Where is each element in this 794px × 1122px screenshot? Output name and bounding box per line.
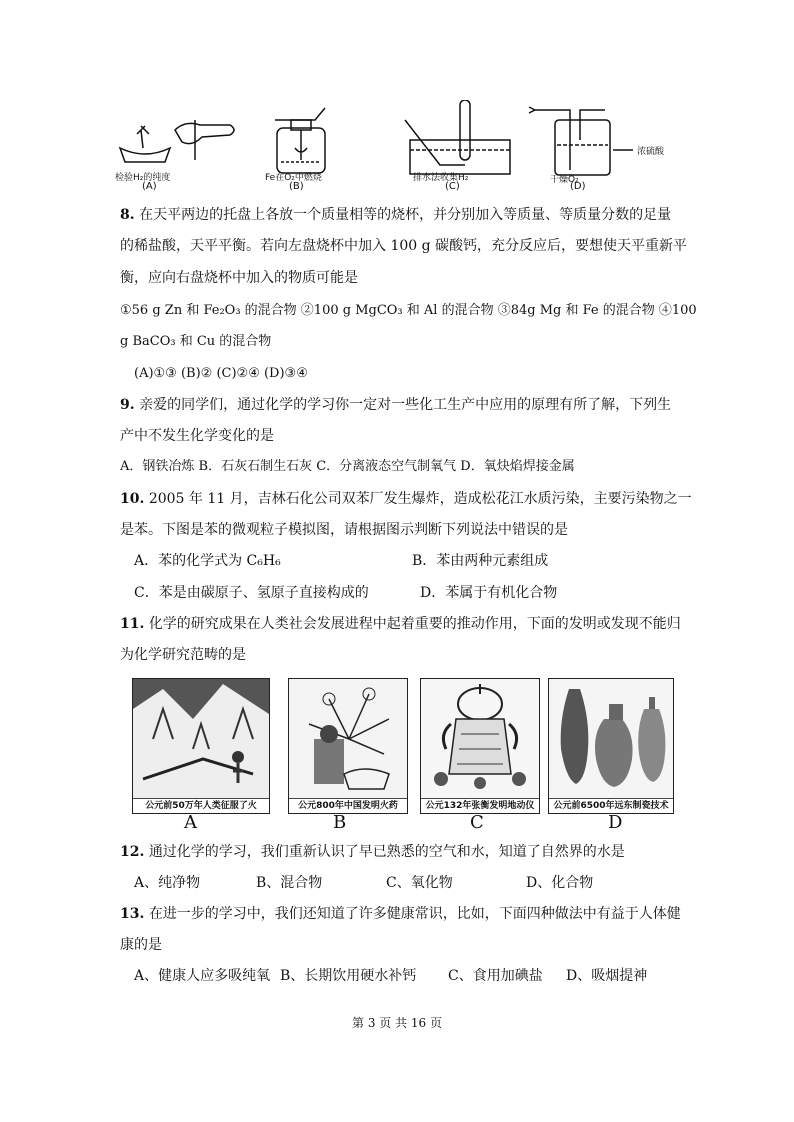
q13-option-d: D、吸烟提神	[566, 968, 648, 984]
q8-line1: 8. 在天平两边的托盘上各放一个质量相等的烧杯，并分别加入等质量、等质量分数的足量	[120, 207, 672, 223]
q8-line3: 衡，应向右盘烧杯中加入的物质可能是	[120, 270, 358, 286]
q10-option-c: C．苯是由碳原子、氢原子直接构成的	[134, 585, 369, 601]
q11-panel-c	[420, 678, 540, 814]
q12-option-c: C、氧化物	[386, 875, 453, 891]
q11-panel-c-letter: C	[470, 812, 484, 833]
q13-option-c: C、食用加碘盐	[448, 968, 543, 984]
q8-number: 8.	[120, 207, 135, 223]
q13-number: 13.	[120, 906, 145, 922]
q13-line2: 康的是	[120, 937, 162, 953]
q13-option-a: A、健康人应多吸纯氧	[134, 968, 271, 984]
apparatus-figure-row	[115, 100, 685, 195]
q11-panel-b	[288, 678, 408, 814]
q11-panel-a-caption: 公元前50万年人类征服了火	[133, 798, 269, 813]
q11-panel-a-letter: A	[184, 812, 197, 833]
q10-number: 10.	[120, 491, 145, 507]
q11-line1: 11. 化学的研究成果在人类社会发展进程中起着重要的推动作用，下面的发明或发现不能归	[120, 616, 681, 632]
q9-number: 9.	[120, 397, 135, 413]
q10-option-b: B．苯由两种元素组成	[412, 553, 549, 569]
q11-panel-a	[132, 678, 270, 814]
fire-illustration	[133, 679, 269, 799]
figure-a-letter: (A)	[142, 181, 157, 192]
figure-c-letter: (C)	[445, 181, 460, 192]
q12-option-a: A、纯净物	[134, 875, 201, 891]
q11-panel-b-letter: B	[333, 812, 347, 833]
q12-line1: 12. 通过化学的学习，我们重新认识了早已熟悉的空气和水，知道了自然界的水是	[120, 844, 625, 860]
q11-number: 11.	[120, 616, 145, 632]
figure-b-caption: Fe在O₂中燃烧	[265, 173, 322, 183]
q10-line1: 10. 2005 年 11 月，吉林石化公司双苯厂发生爆炸，造成松花江水质污染，主要污染物之一	[120, 491, 692, 507]
q9-options: A．钢铁冶炼 B．石灰石制生石灰 C．分离液态空气制氧气 D．氧炔焰焊接金属	[120, 459, 575, 474]
figure-a-caption: 检验H₂的纯度	[115, 173, 171, 183]
porcelain-illustration	[549, 679, 673, 799]
q8-line2: 的稀盐酸，天平平衡。若向左盘烧杯中加入 100 g 碳酸钙，充分反应后，要想使天平重新平	[120, 238, 688, 254]
q12-option-d: D、化合物	[526, 875, 594, 891]
q11-panel-d	[548, 678, 674, 814]
q12-option-b: B、混合物	[256, 875, 323, 891]
figure-b-drawing	[275, 108, 325, 173]
q9-line1: 9. 亲爱的同学们，通过化学的学习你一定对一些化工生产中应用的原理有所了解，下列生	[120, 397, 672, 413]
q10-line2: 是苯。下图是苯的微观粒子模拟图，请根据图示判断下列说法中错误的是	[120, 522, 568, 538]
page-footer: 第 3 页 共 16 页	[352, 1016, 442, 1030]
figure-d-letter: (D)	[570, 181, 586, 192]
q11-line2: 为化学研究范畴的是	[120, 647, 246, 663]
q10-option-a: A．苯的化学式为 C₆H₆	[134, 553, 281, 569]
apparatus-illustrations	[115, 100, 685, 195]
q8-line4: ①56 g Zn 和 Fe₂O₃ 的混合物 ②100 g MgCO₃ 和 Al 的混合物 ③84g Mg 和 Fe 的混合物 ④100	[120, 303, 697, 318]
q11-panel-d-letter: D	[608, 812, 623, 833]
q11-panel-b-caption: 公元800年中国发明火药	[289, 798, 407, 813]
q11-panel-d-caption: 公元前6500年远东制瓷技术	[549, 798, 673, 813]
figure-d-drawing	[529, 107, 633, 175]
figure-b-letter: (B)	[289, 181, 304, 192]
q8-line5: g BaCO₃ 和 Cu 的混合物	[120, 334, 272, 349]
q8-options: (A)①③ (B)② (C)②④ (D)③④	[134, 366, 308, 381]
figure-c-drawing	[405, 100, 510, 174]
q10-option-d: D．苯属于有机化合物	[420, 585, 558, 601]
gunpowder-illustration	[289, 679, 407, 799]
q11-panel-c-caption: 公元132年张衡发明地动仪	[421, 798, 539, 813]
q13-line1: 13. 在进一步的学习中，我们还知道了许多健康常识，比如，下面四种做法中有益于人体健	[120, 906, 681, 922]
figure-a-drawing	[120, 120, 234, 162]
figure-d-caption: 干燥O₂	[550, 175, 579, 185]
q13-option-b: B、长期饮用硬水补钙	[280, 968, 417, 984]
figure-c-caption: 排水法收集H₂	[413, 173, 469, 183]
q12-number: 12.	[120, 844, 145, 860]
figure-d-side-label: 浓硫酸	[637, 147, 665, 157]
q9-line2: 产中不发生化学变化的是	[120, 428, 274, 444]
seismograph-illustration	[421, 679, 539, 799]
